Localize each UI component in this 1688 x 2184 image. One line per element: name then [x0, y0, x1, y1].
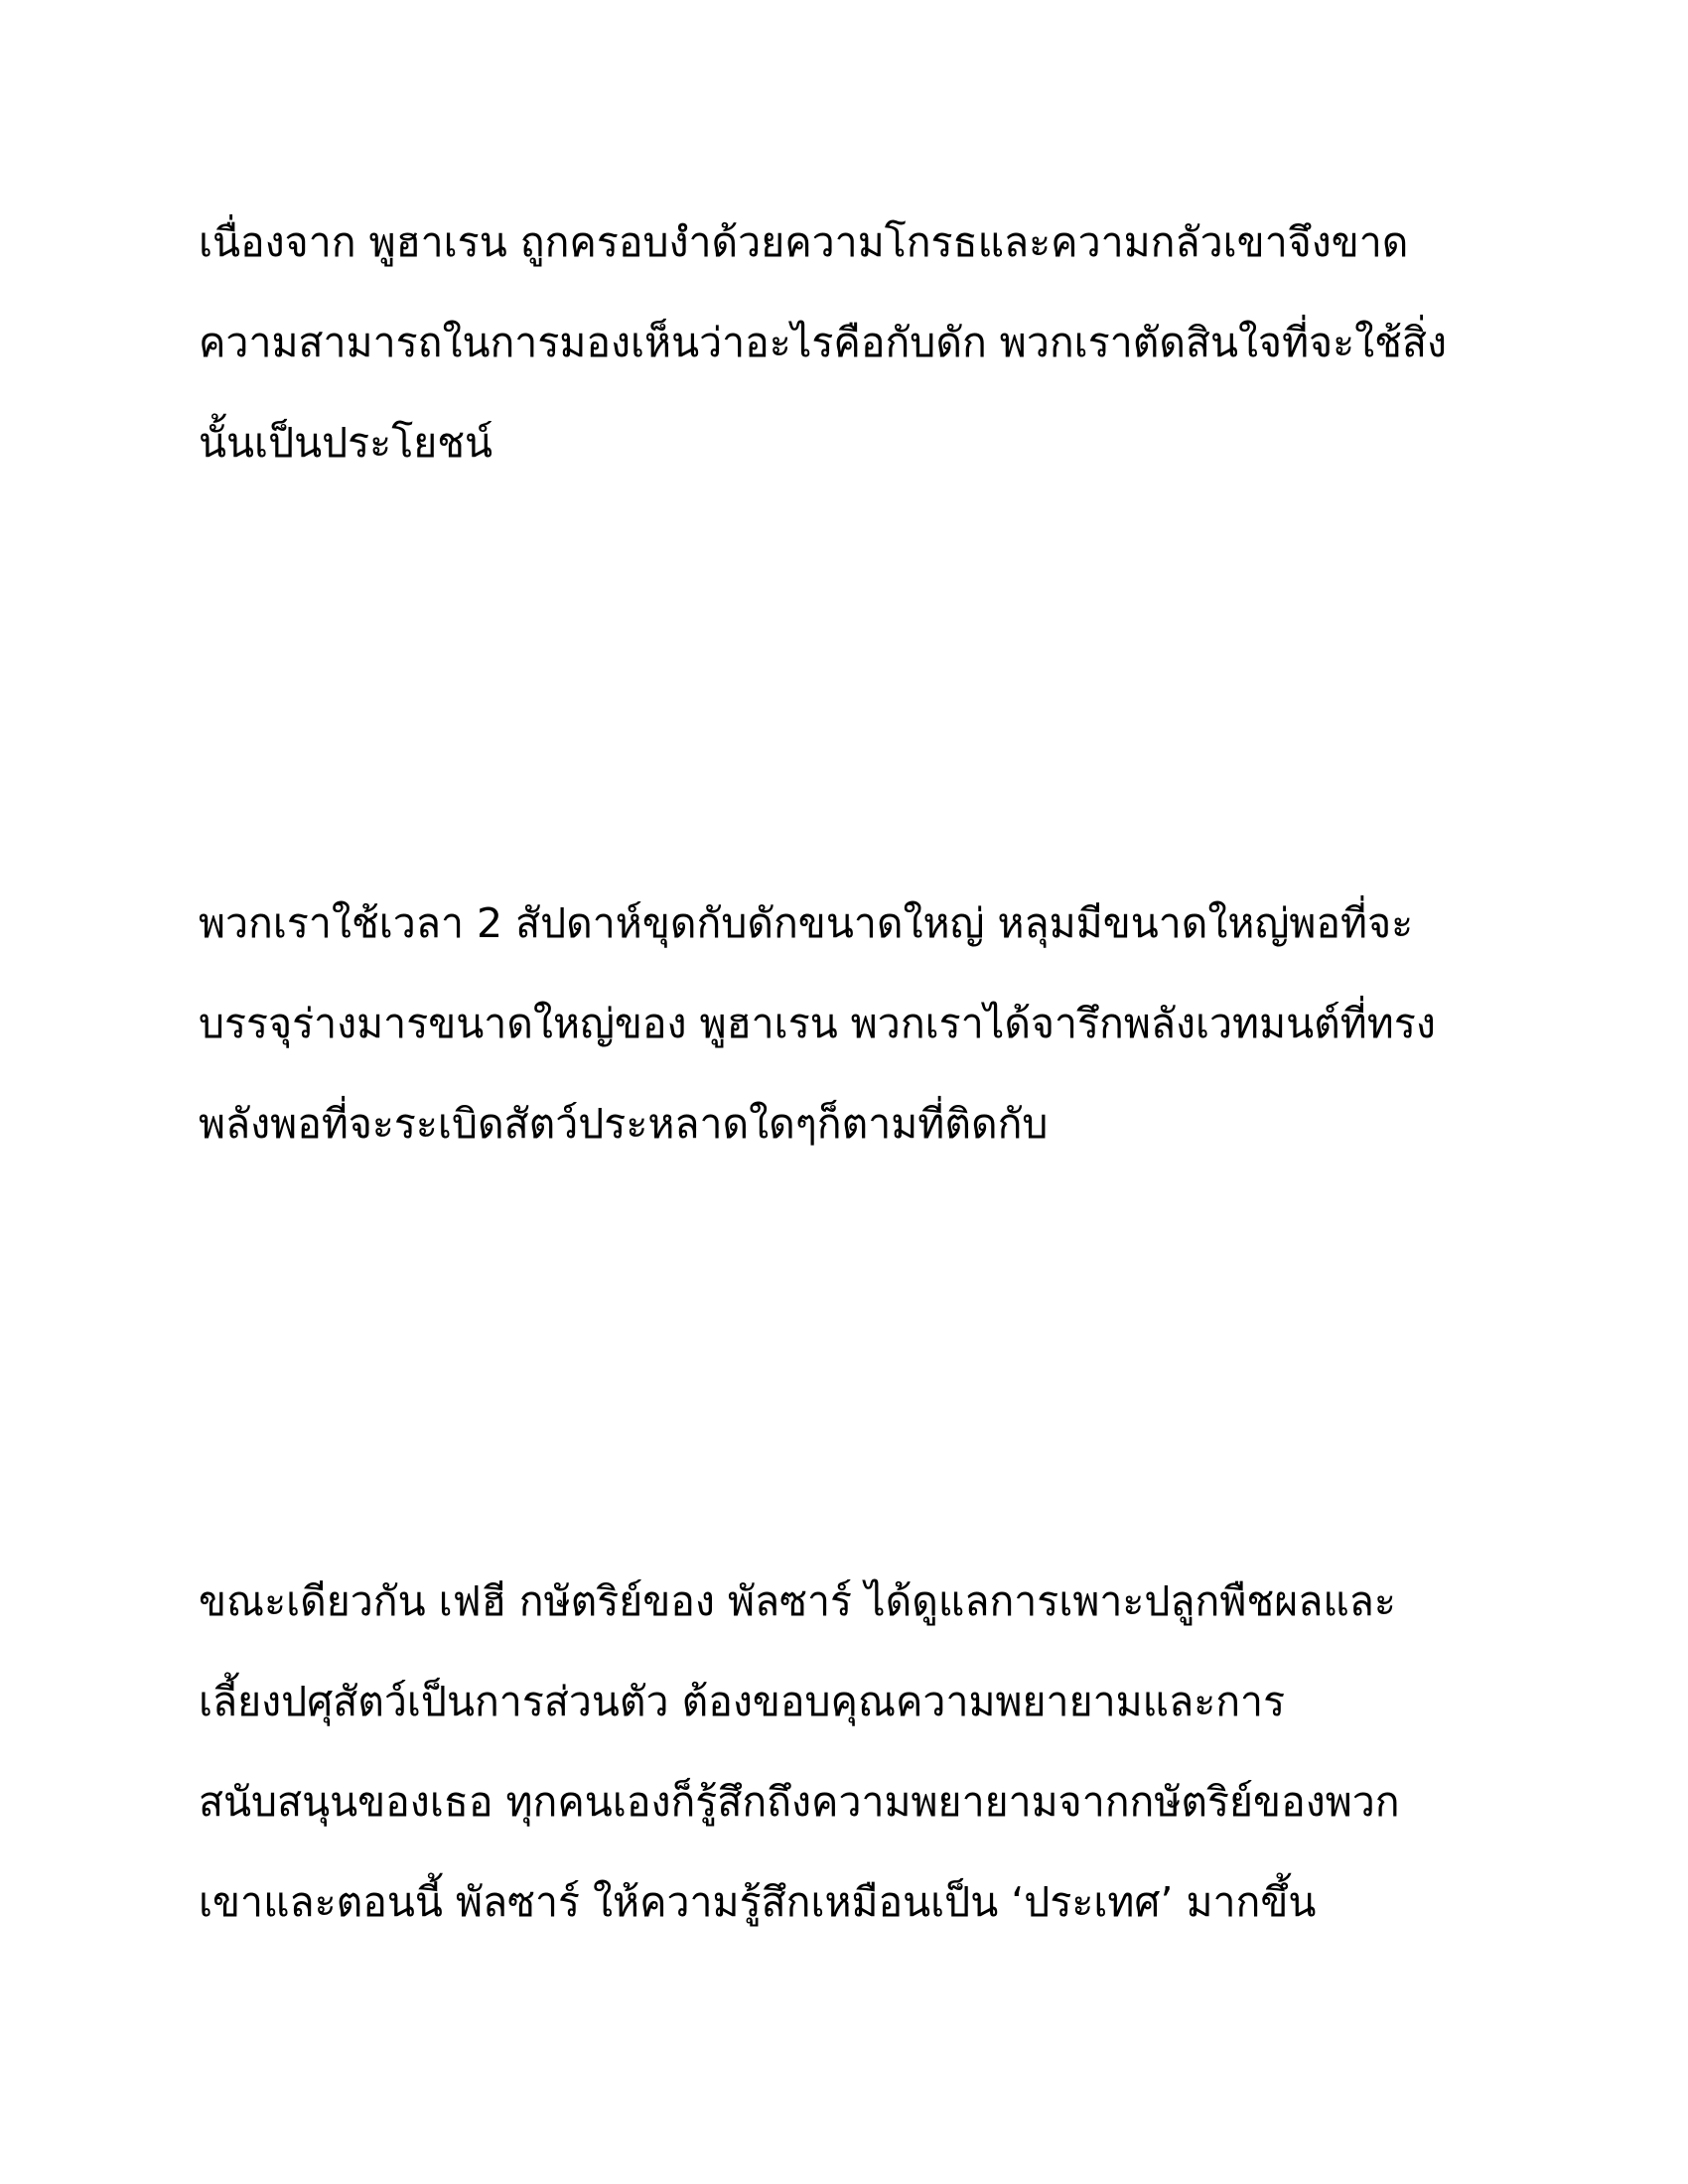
text-line: เขาและตอนนี้ พัลซาร์ ให้ความรู้สึกเหมือนเป็น ‘ประเทศ’ มากขึ้น: [199, 1878, 1317, 1926]
paragraph-3: [199, 1552, 1489, 1953]
text-line: พวกเราใช้เวลา 2 สัปดาห์ขุดกับดักขนาดใหญ่ หลุมมีขนาดใหญ่พอที่จะ: [199, 899, 1414, 947]
text-line: นั้นเป็นประโยชน์: [199, 419, 493, 467]
text-line: บรรจุร่างมารขนาดใหญ่ของ พูฮาเรน พวกเราได้จารึกพลังเวทมนต์ที่ทรง: [199, 1000, 1436, 1047]
text-line: ขณะเดียวกัน เฟฮี กษัตริย์ของ พัลซาร์ ได้ดูแลการเพาะปลูกพืชผลและ: [199, 1577, 1396, 1625]
paragraph-2: [199, 874, 1489, 1174]
text-line: ความสามารถในการมองเห็นว่าอะไรคือกับดัก พวกเราตัดสินใจที่จะใช้สิ่ง: [199, 319, 1448, 366]
paragraph-1: [199, 193, 1489, 493]
text-line: พลังพอที่จะระเบิดสัตว์ประหลาดใดๆก็ตามที่ติดกับ: [199, 1100, 1049, 1148]
text-line: สนับสนุนของเธอ ทุกคนเองก็รู้สึกถึงความพยายามจากกษัตริย์ของพวก: [199, 1778, 1400, 1826]
text-line: เนื่องจาก พูฮาเรน ถูกครอบงำด้วยความโกรธและความกลัวเขาจึงขาด: [199, 218, 1409, 266]
text-line: เลี้ยงปศุสัตว์เป็นการส่วนตัว ต้องขอบคุณความพยายามและการ: [199, 1678, 1286, 1725]
